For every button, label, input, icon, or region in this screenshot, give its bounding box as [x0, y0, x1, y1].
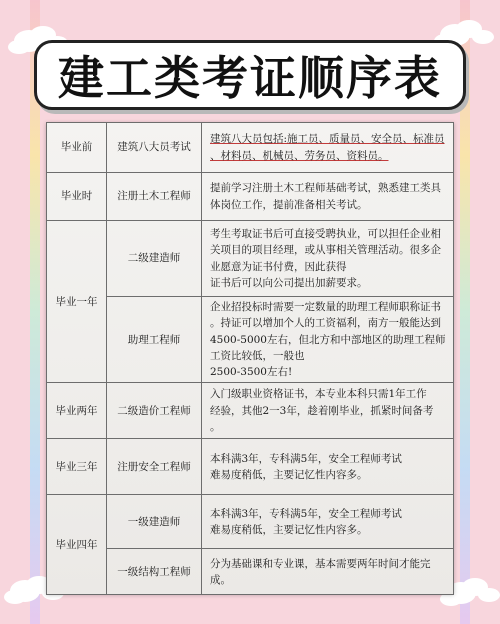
- description-line: 关项目的项目经理，或从事相关管理活动。很多企: [210, 244, 441, 257]
- description-line: 。: [210, 420, 221, 433]
- table-row: [47, 549, 454, 595]
- cert-name-cell: 注册土木工程师: [107, 173, 202, 221]
- description-cell: [202, 297, 454, 383]
- description-line: 。持证可以增加个人的工资福利，南方一般能达到: [210, 317, 441, 330]
- description-line: 本科满3年，专科满5年，安全工程师考试: [210, 507, 402, 520]
- description-cell: [202, 383, 454, 439]
- description-cell: [202, 495, 454, 549]
- cloud-decoration: [10, 580, 40, 602]
- description-cell: [202, 123, 454, 173]
- description-line: 成。: [210, 573, 231, 586]
- certificate-table-sheet: [46, 122, 454, 594]
- description-cell: [202, 549, 454, 595]
- description-line: 工资比较低，一般也: [210, 349, 305, 362]
- table-row: [47, 173, 454, 221]
- table-row: [47, 383, 454, 439]
- description-cell: [202, 221, 454, 297]
- stage-cell: 毕业时: [47, 173, 107, 221]
- table-row: [47, 297, 454, 383]
- description-line: 业愿意为证书付费，因此获得: [210, 260, 347, 273]
- cert-name-cell: 助理工程师: [107, 297, 202, 383]
- description-line: 分为基础课和专业课，基本需要两年时间才能完: [210, 557, 431, 570]
- cert-name-cell: 一级结构工程师: [107, 549, 202, 595]
- stage-cell: 毕业四年: [47, 495, 107, 595]
- description-line: 建筑八大员包括:施工员、质量员、安全员、标准员: [210, 133, 445, 146]
- description-line: 证书后可以向公司提出加薪要求。: [210, 276, 368, 289]
- description-line: 入门级职业资格证书，本专业本科只需1年工作: [210, 388, 427, 401]
- stage-cell: 毕业一年: [47, 221, 107, 383]
- stage-cell: 毕业两年: [47, 383, 107, 439]
- description-line: 企业招投标时需要一定数量的助理工程师职称证书: [210, 301, 441, 313]
- description-line: 难易度稍低，主要记忆性内容多。: [210, 468, 368, 481]
- cert-name-cell: 一级建造师: [107, 495, 202, 549]
- description-line: 本科满3年，专科满5年，安全工程师考试: [210, 452, 402, 465]
- table-row: [47, 221, 454, 297]
- description-line: 经验，其他2一3年，趁着刚毕业，抓紧时间备考: [210, 404, 434, 417]
- description-cell: [202, 439, 454, 495]
- certificate-table: [46, 122, 454, 595]
- stage-cell: 毕业三年: [47, 439, 107, 495]
- cert-name-cell: 二级建造师: [107, 221, 202, 297]
- description-line: 考生考取证书后可直接受聘执业，可以担任企业相: [210, 227, 441, 240]
- page-title: 建工类考证顺序表: [58, 51, 442, 105]
- description-line: 、材料员、机械员、劳务员、资料员。: [210, 149, 389, 162]
- table-row: [47, 123, 454, 173]
- cert-name-cell: 注册安全工程师: [107, 439, 202, 495]
- description-line: 体岗位工作，提前准备相关考试。: [210, 198, 368, 211]
- cert-name-cell: 二级造价工程师: [107, 383, 202, 439]
- description-line: 2500-3500左右!: [210, 366, 293, 379]
- description-line: 提前学习注册土木工程师基础考试，熟悉建工类具: [210, 182, 441, 195]
- table-row: [47, 495, 454, 549]
- stage-cell: 毕业前: [47, 123, 107, 173]
- cert-name-cell: 建筑八大员考试: [107, 123, 202, 173]
- title-banner: [34, 40, 466, 110]
- description-line: 难易度稍低，主要记忆性内容多。: [210, 523, 368, 536]
- description-line: 4500-5000左右，但北方和中部地区的助理工程师: [210, 333, 446, 346]
- description-cell: [202, 173, 454, 221]
- table-row: [47, 439, 454, 495]
